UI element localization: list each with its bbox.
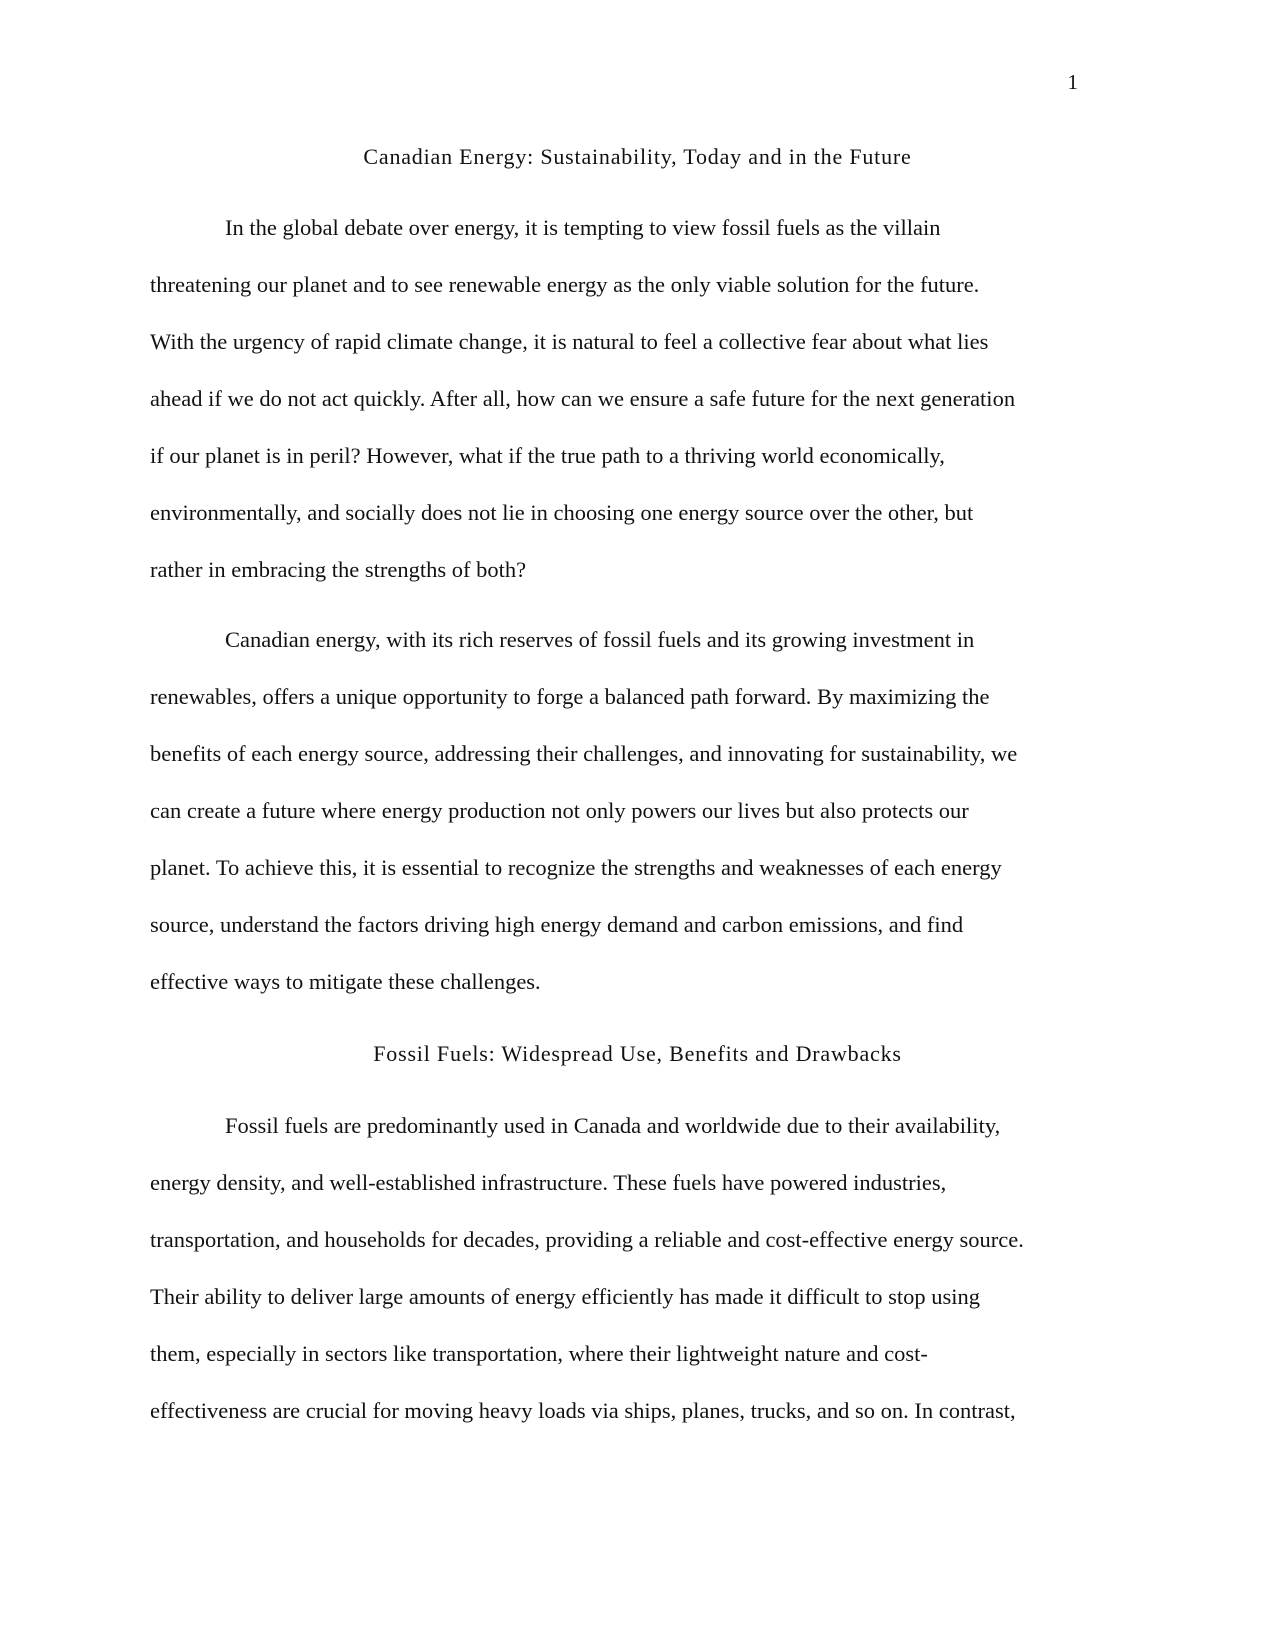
text-line: Fossil fuels are predominantly used in Canada and worldwide due to their availability, bbox=[225, 1113, 1001, 1138]
text-line: With the urgency of rapid climate change, it is natural to feel a collective fear about what lies bbox=[150, 329, 989, 354]
text-line: can create a future where energy production not only powers our lives but also protects our bbox=[150, 798, 969, 823]
text-line: effective ways to mitigate these challenges. bbox=[150, 969, 541, 994]
text-line: Their ability to deliver large amounts of energy efficiently has made it difficult to stop using bbox=[150, 1284, 981, 1309]
text-line: Canadian energy, with its rich reserves of fossil fuels and its growing investment in bbox=[225, 627, 975, 652]
paragraph bbox=[150, 611, 1125, 1010]
text-line: energy density, and well-established infrastructure. These fuels have powered industries, bbox=[150, 1170, 947, 1195]
paragraph-text bbox=[150, 611, 1125, 1010]
text-line: ahead if we do not act quickly. After all, how can we ensure a safe future for the next generation bbox=[150, 386, 1016, 411]
paragraph bbox=[150, 1097, 1125, 1439]
text-line: planet. To achieve this, it is essential to recognize the strengths and weaknesses of each energy bbox=[150, 855, 1002, 880]
section-heading: Canadian Energy: Sustainability, Today and in the Future bbox=[363, 144, 912, 169]
text-line: benefits of each energy source, addressing their challenges, and innovating for sustainability, we bbox=[150, 741, 1018, 766]
text-line: threatening our planet and to see renewable energy as the only viable solution for the future. bbox=[150, 272, 980, 297]
text-line: environmentally, and socially does not lie in choosing one energy source over the other, but bbox=[150, 500, 974, 525]
text-line: if our planet is in peril? However, what if the true path to a thriving world economically, bbox=[150, 443, 945, 468]
paragraph bbox=[150, 199, 1125, 598]
text-line: rather in embracing the strengths of both? bbox=[150, 557, 527, 582]
paragraph-text bbox=[150, 1097, 1125, 1439]
text-line: source, understand the factors driving high energy demand and carbon emissions, and find bbox=[150, 912, 964, 937]
text-line: them, especially in sectors like transportation, where their lightweight nature and cost- bbox=[150, 1341, 928, 1366]
text-line: In the global debate over energy, it is tempting to view fossil fuels as the villain bbox=[225, 215, 941, 240]
text-line: effectiveness are crucial for moving heavy loads via ships, planes, trucks, and so on. In contrast, bbox=[150, 1398, 1016, 1423]
paragraph-text bbox=[150, 199, 1125, 598]
text-line: renewables, offers a unique opportunity to forge a balanced path forward. By maximizing the bbox=[150, 684, 990, 709]
section-heading: Fossil Fuels: Widespread Use, Benefits and Drawbacks bbox=[373, 1041, 902, 1066]
text-line: transportation, and households for decades, providing a reliable and cost-effective energy source. bbox=[150, 1227, 1024, 1252]
page-number: 1 bbox=[1067, 70, 1078, 94]
